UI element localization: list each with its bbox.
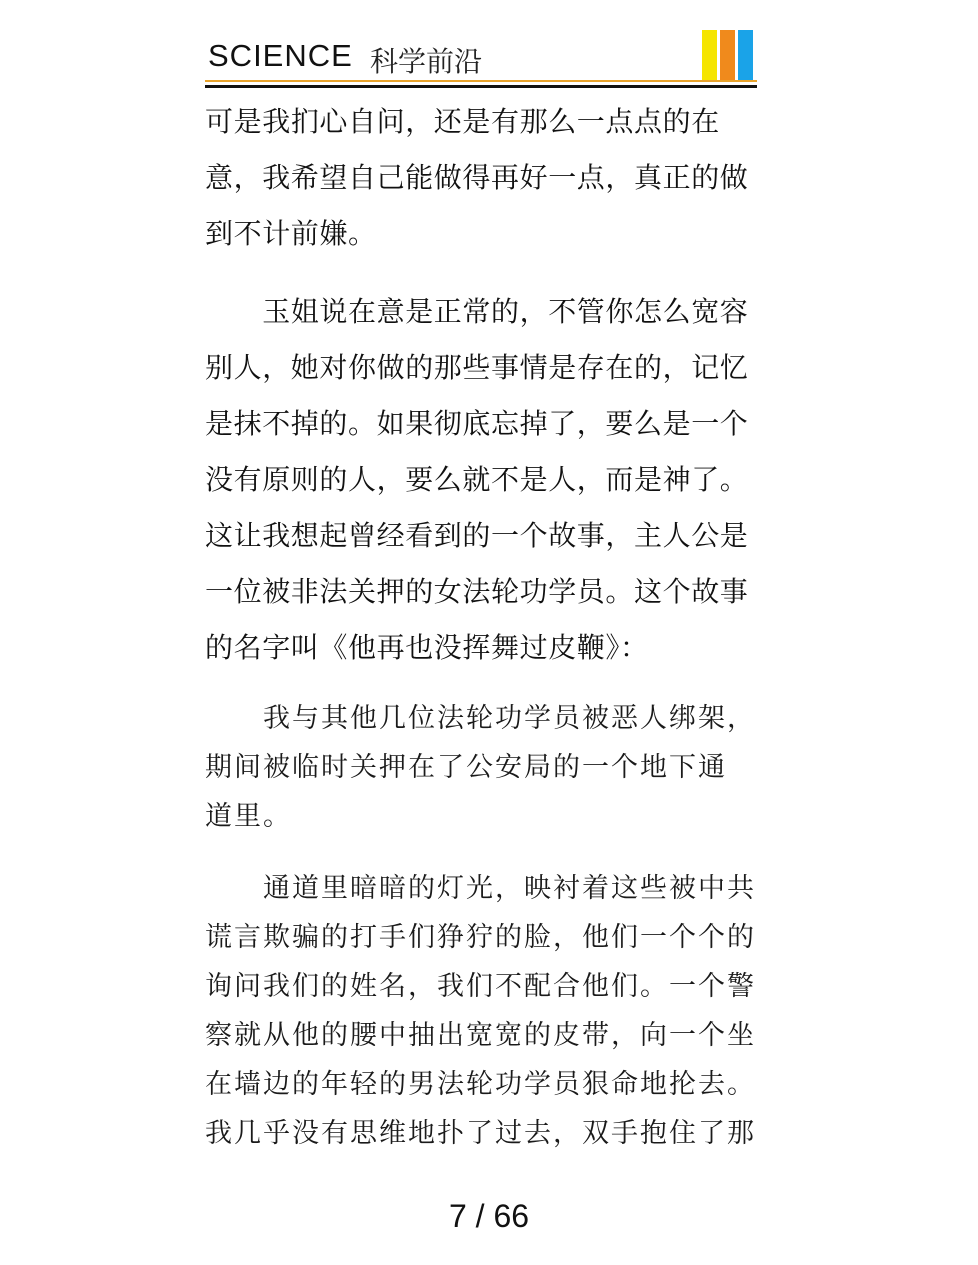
page-header — [205, 28, 757, 90]
header-rule-black — [205, 85, 757, 88]
orange-stripe — [720, 30, 735, 80]
header-rule-gold — [205, 80, 757, 82]
section-title: 科学前沿 — [370, 45, 483, 78]
page-number: 7 / 66 — [448, 1198, 530, 1234]
body-paragraph: 可是我扪心自问，还是有那么一点点的在 意，我希望自己能做得再好一点，真正的做 到不计前嫌。 — [205, 105, 749, 250]
body-paragraph: 玉姐说在意是正常的，不管你怎么宽容 别人，她对你做的那些事情是存在的，记忆 是抹不掉的。如果彻底忘掉了，要么是一个 没有原则的人，要么就不是人，而是神了。 这让我想起曾经看到的一个故事，主人公是 一位被非法关押的女法轮功学员。这个故事 的名字叫《他再也没挥舞过皮鞭》： — [205, 295, 749, 664]
yellow-stripe — [702, 30, 717, 80]
magazine-title: SCIENCE — [208, 38, 353, 73]
blue-stripe — [738, 30, 753, 80]
story-paragraph: 我与其他几位法轮功学员被恶人绑架， 期间被临时关押在了公安局的一个地下通 道里。 — [205, 703, 756, 832]
story-paragraph: 通道里暗暗的灯光，映衬着这些被中共 谎言欺骗的打手们狰狞的脸，他们一个个的 询问我们的姓名，我们不配合他们。一个警 察就从他的腰中抽出宽宽的皮带，向一个坐 在墙边的年轻的男法轮功学员狠命地抡去。 我几乎没有思维地扑了过去，双手抱住了那 — [205, 873, 756, 1149]
